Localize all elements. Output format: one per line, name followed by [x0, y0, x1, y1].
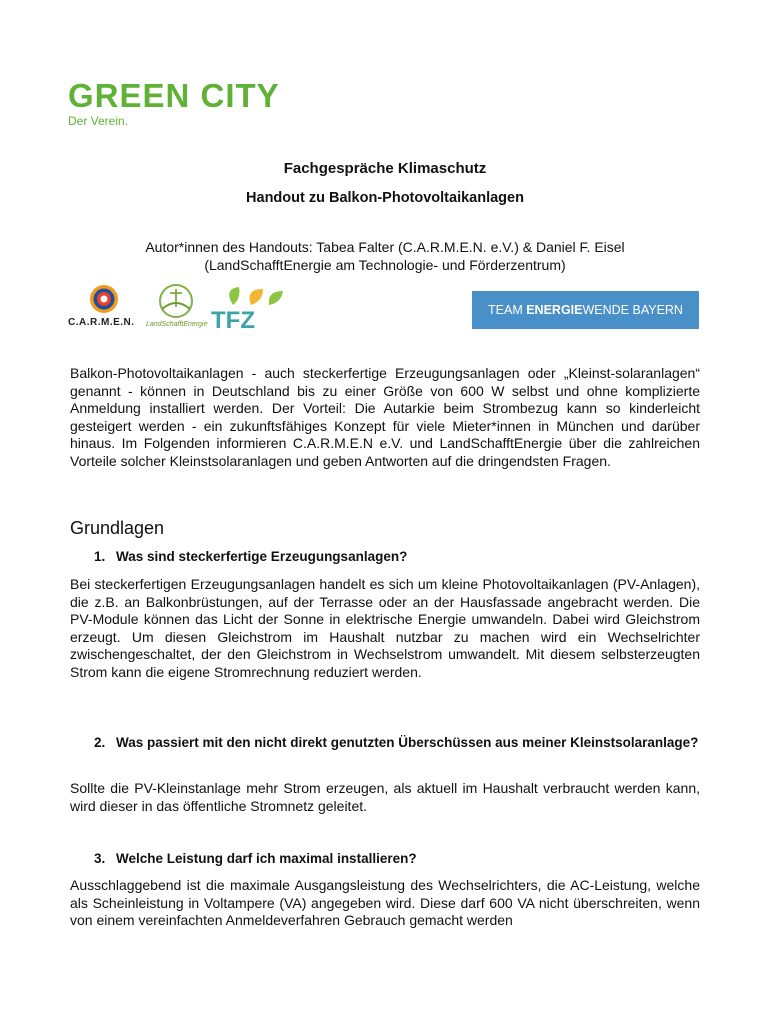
tfz-label: TFZ: [211, 307, 255, 334]
green-city-logo: [68, 77, 308, 132]
answer-2: Sollte die PV-Kleinstanlage mehr Strom erzeugen, als aktuell im Haushalt verbraucht werden kann, wird dieser in das öffentliche Stromnetz geleitet.: [70, 780, 700, 814]
intro-paragraph: Balkon-Photovoltaikanlagen - auch steckerfertige Erzeugungsanlagen oder „Kleinst-solaranlagen“ genannt - können in Deutschland bis zu einer Größe von 600 W selbst und ohne komplizierte Anmeldung installiert werden. Der Vorteil: Die Autarkie beim Strombezug kann so kinderleicht gesteigert werden - ein zukunftsfähiges Konzept für viele Mieter*innen in München und darüber hinaus. Im Folgenden informieren C.A.R.M.E.N e.V. und LandSchafftEnergie über die zahlreichen Vorteile solcher Kleinstsolaranlagen und geben Antworten auf die dringendsten Fragen.: [70, 365, 700, 469]
question-text: Was sind steckerfertige Erzeugungsanlagen?: [116, 549, 408, 564]
question-3: [94, 850, 700, 867]
landschafft-emblem-icon: [146, 283, 216, 321]
section-heading: Grundlagen: [70, 518, 165, 538]
team-prefix: TEAM: [488, 303, 527, 317]
team-energiewende-banner: [472, 291, 699, 329]
team-bold: ENERGIE: [526, 303, 583, 317]
question-text: Welche Leistung darf ich maximal installieren?: [116, 851, 417, 866]
authors-line-1: Autor*innen des Handouts: Tabea Falter (C.A.R.M.E.N. e.V.) & Daniel F. Eisel: [145, 239, 625, 255]
authors-block: [0, 238, 770, 274]
question-number: 1.: [94, 549, 106, 564]
authors-line-2: (LandSchafftEnergie am Technologie- und Förderzentrum): [204, 257, 566, 273]
carmen-logo: [68, 283, 148, 331]
question-1: [94, 548, 700, 565]
tfz-leaves-icon: [211, 285, 286, 309]
question-2: [94, 734, 700, 751]
question-number: 3.: [94, 851, 106, 866]
answer-1: Bei steckerfertigen Erzeugungsanlagen handelt es sich um kleine Photovoltaikanlagen (PV-Anlagen), die z.B. an Balkonbrüstungen, auf der Terrasse oder an der Hausfassade angebracht werden. Die PV-Module können das Licht der Sonne in elektrische Energie umwandeln. Dabei wird Gleichstrom erzeugt. Um diesen Gleichstrom im Haushalt nutzbar zu machen wird ein Wechselrichter zwischengeschaltet, der den Gleichstrom in Wechselstrom umwandelt. Mit diesem selbsterzeugten Strom kann die eigene Stromrechnung reduziert werden.: [70, 576, 700, 680]
tfz-logo: [211, 285, 286, 333]
document-subtitle: Handout zu Balkon-Photovoltaikanlagen: [246, 190, 524, 206]
question-number: 2.: [94, 735, 106, 750]
landschafft-label: LandSchafftEnergie: [146, 321, 208, 328]
question-text: Was passiert mit den nicht direkt genutzten Überschüssen aus meiner Kleinstsolaranlage?: [116, 735, 699, 750]
answer-3: Ausschlaggebend ist die maximale Ausgangsleistung des Wechselrichters, die AC-Leistung, welche als Scheinleistung in Voltampere (VA) angegeben wird. Diese darf 600 VA nicht überschreiten, wenn von einem vereinfachten Anmeldeverfahren Gebrauch gemacht werden: [70, 877, 700, 928]
team-suffix: WENDE BAYERN: [582, 303, 683, 317]
partner-logos: [68, 283, 708, 333]
document-title: Fachgespräche Klimaschutz: [283, 160, 487, 177]
logo-wordmark: GREEN CITY: [68, 77, 280, 114]
logo-tagline: Der Verein.: [68, 114, 129, 128]
landschafftenergie-logo: [146, 283, 216, 331]
carmen-emblem-icon: [68, 283, 148, 317]
carmen-label: C.A.R.M.E.N.: [68, 317, 135, 328]
